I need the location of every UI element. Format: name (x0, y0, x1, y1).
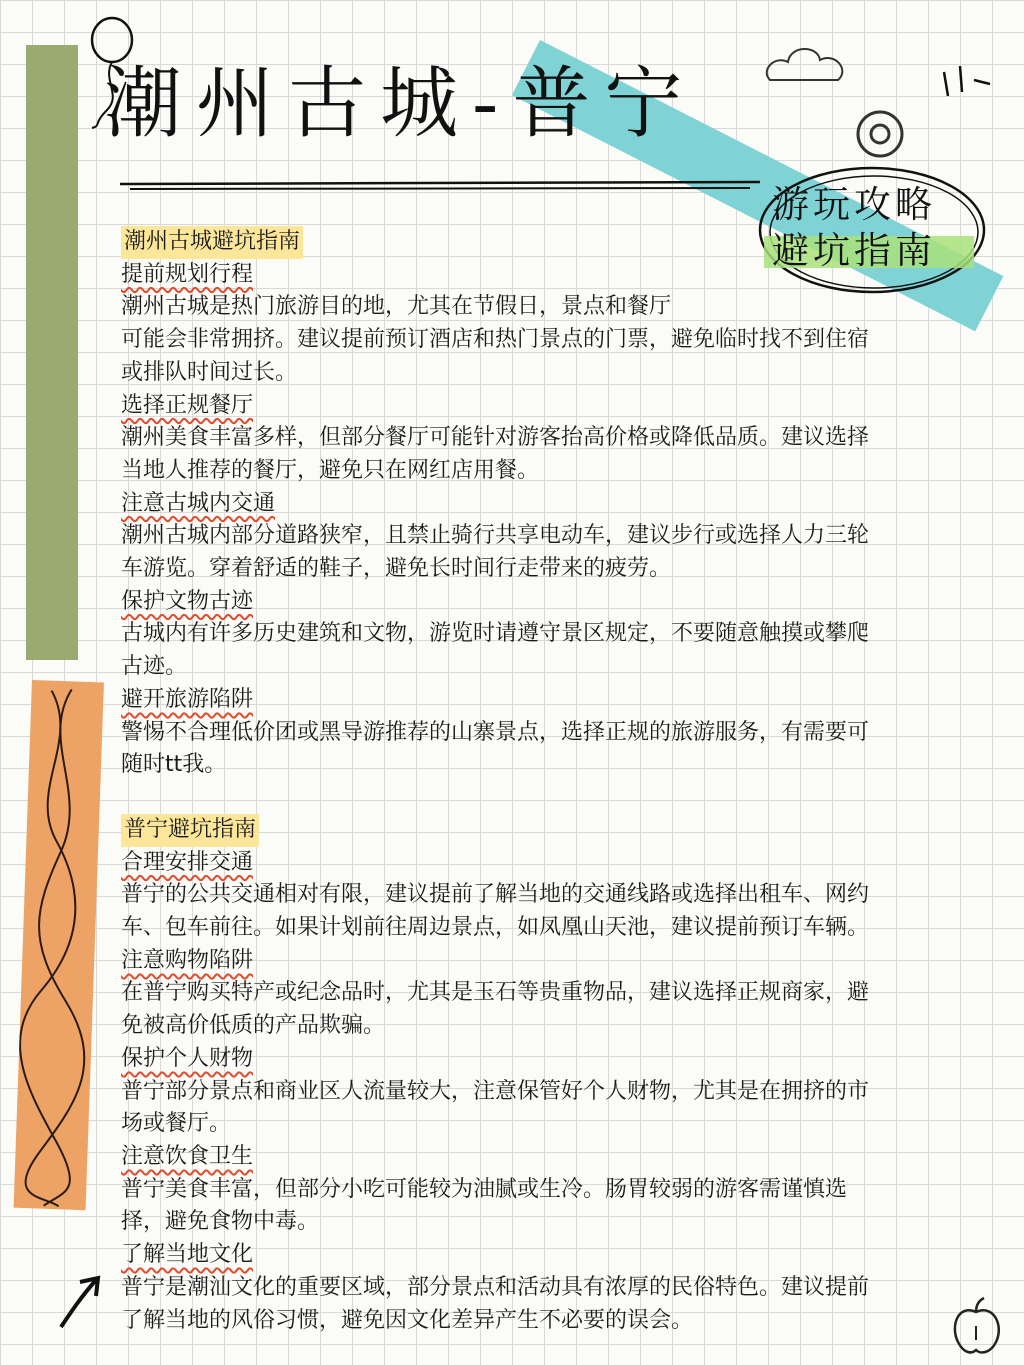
badge-line-1: 游玩攻略 (772, 183, 936, 226)
tip-body (121, 520, 969, 585)
tip-line: 潮州古城是热门旅游目的地，尤其在节假日，景点和餐厅 (121, 294, 672, 320)
tip-item (121, 259, 969, 390)
tip-title: 保护文物古迹 (121, 588, 254, 614)
badge-line-2: 避坑指南 (772, 229, 936, 272)
tip-body (121, 717, 969, 782)
tip-item (121, 390, 969, 488)
tip-line: 随时tt我。 (121, 752, 227, 778)
flower-doodle-icon (850, 104, 910, 164)
tip-title: 提前规划行程 (121, 261, 254, 287)
tip-item (121, 945, 969, 1043)
tip-body (121, 291, 969, 389)
green-washi-tape (26, 45, 78, 660)
squiggle-lines-icon (14, 680, 104, 1210)
orange-washi-tape (14, 680, 104, 1210)
tip-item (121, 1141, 969, 1239)
tip-item (121, 847, 969, 945)
tip-body (121, 1272, 969, 1337)
tip-line: 场或餐厅。 (121, 1111, 232, 1137)
apple-doodle-icon (948, 1296, 1004, 1358)
tip-line: 了解当地的风俗习惯，避免因文化差异产生不必要的误会。 (121, 1307, 694, 1333)
tip-line: 普宁美食丰富，但部分小吃可能较为油腻或生冷。肠胃较弱的游客需谨慎选 (121, 1176, 848, 1202)
tip-line: 潮州古城内部分道路狭窄，且禁止骑行共享电动车，建议步行或选择人力三轮 (121, 523, 870, 549)
tip-title: 选择正规餐厅 (121, 392, 254, 418)
guide-content (121, 226, 969, 1337)
section-title: 潮州古城避坑指南 (121, 226, 303, 259)
tip-item (121, 586, 969, 684)
tip-item (121, 684, 969, 782)
section-puning (121, 814, 969, 1337)
tip-line: 古城内有许多历史建筑和文物，游览时请遵守景区规定，不要随意触摸或攀爬 (121, 621, 870, 647)
tip-item (121, 1239, 969, 1337)
sparkle-doodle-icon (934, 62, 994, 102)
tip-line: 古迹。 (121, 654, 188, 680)
section-title: 普宁避坑指南 (121, 814, 259, 847)
tip-line: 在普宁购买特产或纪念品时，尤其是玉石等贵重物品，建议选择正规商家，避 (121, 980, 870, 1006)
tip-title: 保护个人财物 (121, 1045, 254, 1071)
section-chaozhou (121, 226, 969, 782)
tip-line: 可能会非常拥挤。建议提前预订酒店和热门景点的门票，避免临时找不到住宿 (121, 327, 870, 353)
tip-title: 合理安排交通 (121, 849, 254, 875)
tip-line: 普宁的公共交通相对有限，建议提前了解当地的交通线路或选择出租车、网约 (121, 882, 870, 908)
tip-line: 或排队时间过长。 (121, 359, 298, 385)
tip-line: 免被高价低质的产品欺骗。 (121, 1013, 386, 1039)
tip-item (121, 1043, 969, 1141)
tip-body (121, 977, 969, 1042)
tip-title: 了解当地文化 (121, 1242, 254, 1268)
tip-title: 注意古城内交通 (121, 490, 276, 516)
tip-body (121, 1174, 969, 1239)
tip-body (121, 422, 969, 487)
tip-line: 车游览。穿着舒适的鞋子，避免长时间行走带来的疲劳。 (121, 556, 672, 582)
tip-line: 普宁是潮汕文化的重要区域，部分景点和活动具有浓厚的民俗特色。建议提前 (121, 1274, 870, 1300)
tip-item (121, 488, 969, 586)
tip-title: 注意饮食卫生 (121, 1143, 254, 1169)
title-underline-icon (120, 176, 760, 196)
cloud-doodle-icon (760, 40, 850, 90)
tip-line: 潮州美食丰富多样，但部分餐厅可能针对游客抬高价格或降低品质。建议选择 (121, 425, 870, 451)
tip-title: 避开旅游陷阱 (121, 686, 254, 712)
tip-line: 警惕不合理低价团或黑导游推荐的山寨景点，选择正规的旅游服务，有需要可 (121, 719, 870, 745)
tip-line: 择，避免食物中毒。 (121, 1209, 320, 1235)
tip-line: 车、包车前往。如果计划前往周边景点，如凤凰山天池，建议提前预订车辆。 (121, 915, 870, 941)
tip-line: 当地人推荐的餐厅，避免只在网红店用餐。 (121, 457, 540, 483)
tip-body (121, 1076, 969, 1141)
tip-line: 普宁部分景点和商业区人流量较大，注意保管好个人财物，尤其是在拥挤的市 (121, 1078, 870, 1104)
arrow-doodle-icon (56, 1272, 106, 1332)
tip-body (121, 879, 969, 944)
tip-title: 注意购物陷阱 (121, 947, 254, 973)
tip-body (121, 618, 969, 683)
page-title: 潮州古城-普宁 (104, 59, 697, 149)
